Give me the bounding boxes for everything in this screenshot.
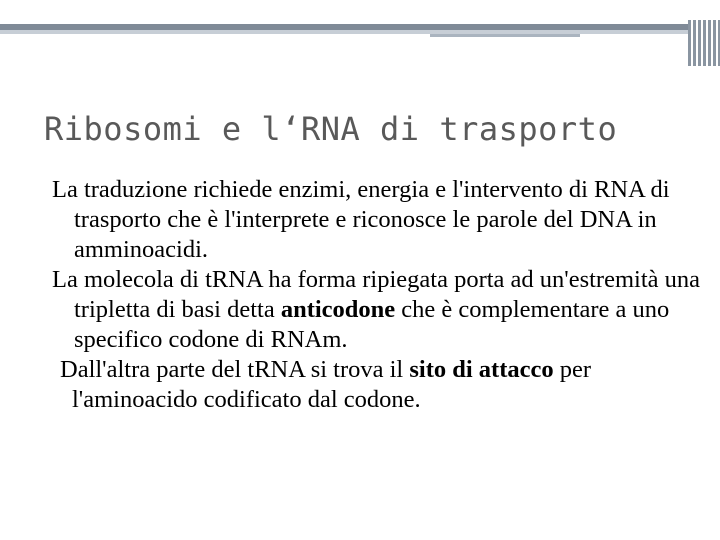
term-sito-di-attacco: sito di attacco: [409, 356, 554, 383]
paragraph-text: che è complementare a uno specifico codone di RNAm.: [74, 296, 670, 353]
paragraph-translation: [52, 175, 702, 265]
slide-title: Ribosomi e l‘RNA di trasporto: [44, 110, 618, 148]
header-band-light: [0, 30, 690, 34]
term-anticodone: anticodone: [280, 296, 396, 323]
header-decoration: [0, 20, 720, 38]
paragraph-text: La traduzione richiede enzimi, energia e l'intervento di RNA di trasporto che è l'interprete e riconosce le parole del DNA in amminoacidi.: [52, 176, 670, 263]
paragraph-text: per l'aminoacido codificato dal codone.: [72, 356, 592, 413]
paragraph-attachment-site: [52, 355, 702, 415]
header-stripes: [688, 20, 720, 66]
slide-body: [52, 175, 702, 415]
paragraph-trna-shape: [52, 265, 702, 355]
paragraph-text: Dall'altra parte del tRNA si trova il: [60, 356, 410, 383]
header-band-accent: [430, 34, 580, 37]
paragraph-text: La molecola di tRNA ha forma ripiegata porta ad un'estremità una tripletta di basi detta: [52, 266, 700, 323]
